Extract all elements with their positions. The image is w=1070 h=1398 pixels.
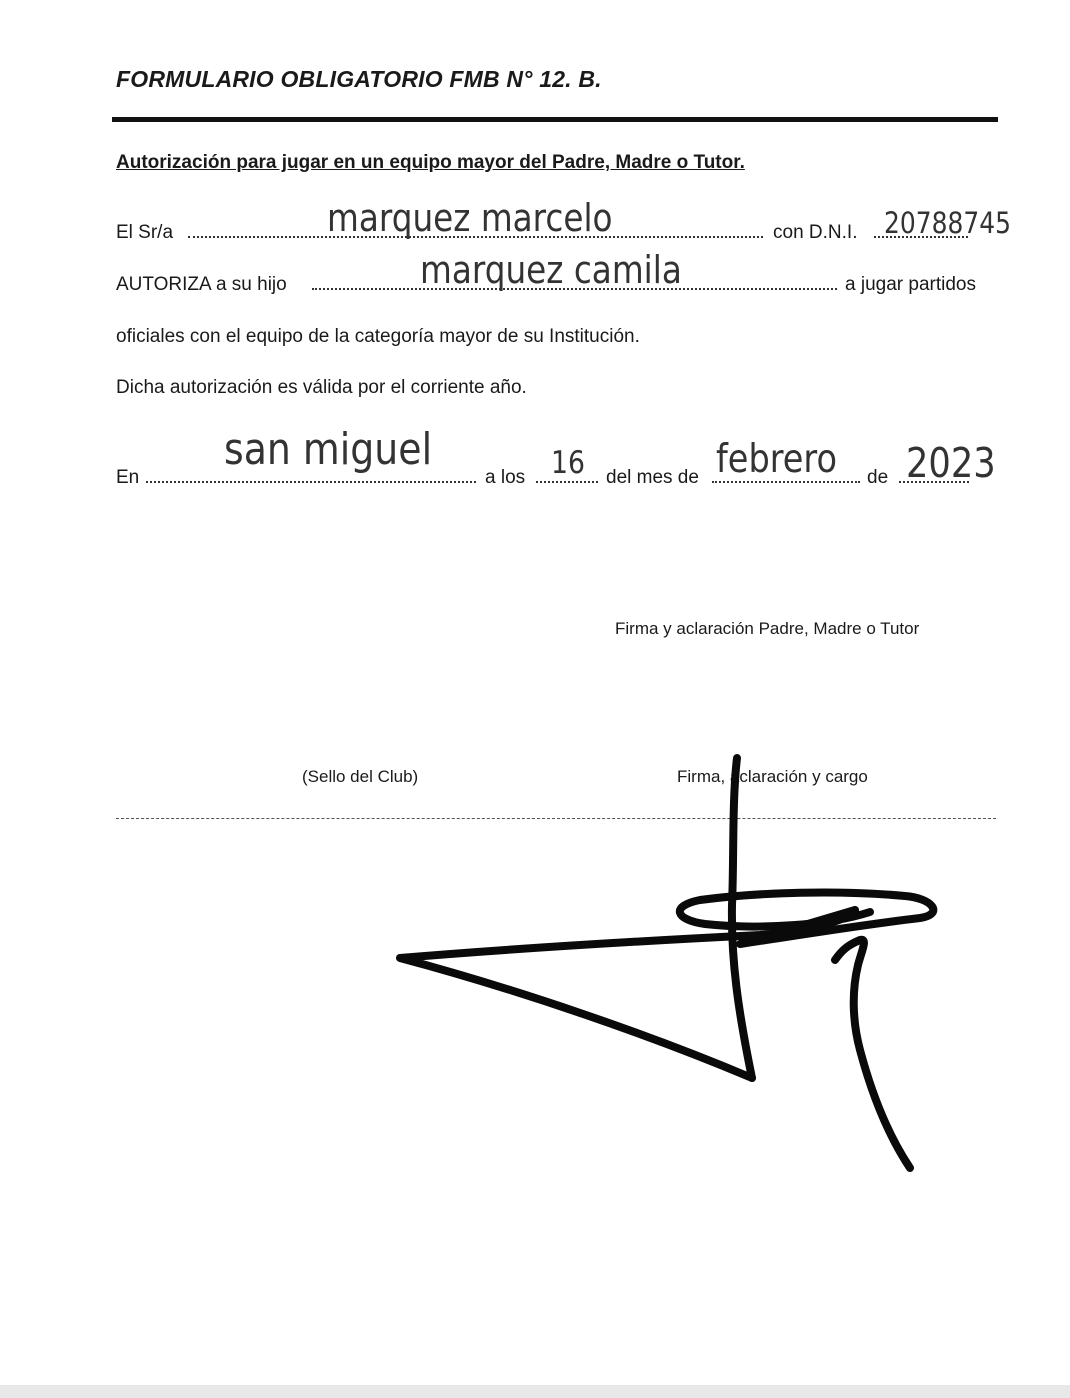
- form-title: FORMULARIO OBLIGATORIO FMB N° 12. B.: [116, 66, 602, 92]
- year-value[interactable]: 2023: [906, 439, 996, 487]
- play-suffix-label: a jugar partidos: [845, 274, 976, 295]
- month-value[interactable]: febrero: [716, 437, 838, 482]
- validity-sentence: Dicha autorización es válida por el corriente año.: [116, 377, 527, 398]
- categories-sentence: oficiales con el equipo de la categoría mayor de su Institución.: [116, 326, 640, 347]
- month-label: del mes de: [606, 467, 699, 488]
- child-name-value[interactable]: marquez camila: [420, 248, 682, 292]
- place-value[interactable]: san miguel: [224, 424, 433, 475]
- dni-value[interactable]: 20788745: [884, 206, 1011, 240]
- parent-name-value[interactable]: marquez marcelo: [327, 196, 613, 240]
- year-label: de: [867, 467, 889, 488]
- place-label: En: [116, 467, 140, 488]
- club-stamp-caption: (Sello del Club): [302, 767, 419, 786]
- parent-prefix-label: El Sr/a: [116, 222, 174, 243]
- bottom-strip: [0, 1385, 1070, 1398]
- day-dotted-line: [536, 481, 598, 483]
- parent-signature-caption: Firma y aclaración Padre, Madre o Tutor: [615, 619, 920, 638]
- signature-dashed-divider: [116, 818, 996, 819]
- form-subtitle: Autorización para jugar en un equipo mayor del Padre, Madre o Tutor.: [116, 152, 745, 173]
- day-value[interactable]: 16: [551, 445, 585, 481]
- day-label: a los: [485, 467, 526, 488]
- place-dotted-line: [146, 481, 476, 483]
- official-signature-caption: Firma, aclaración y cargo: [677, 767, 868, 786]
- dni-label: con D.N.I.: [773, 222, 858, 243]
- title-rule: [112, 117, 998, 122]
- child-prefix-label: AUTORIZA a su hijo: [116, 274, 287, 295]
